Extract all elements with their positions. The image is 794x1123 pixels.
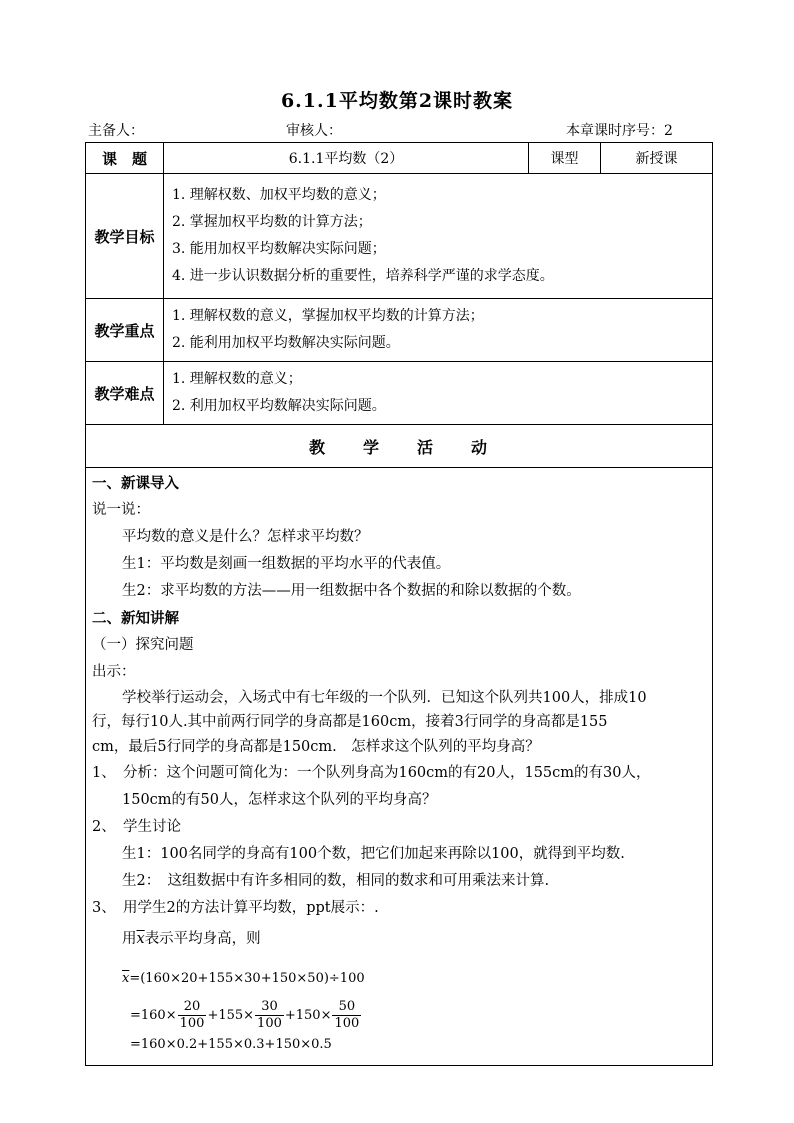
difficulty-item: 1. 理解权数的意义； bbox=[172, 371, 302, 387]
show-label: 出示： bbox=[92, 664, 136, 680]
activity-body bbox=[86, 468, 713, 1066]
numerator: 50 bbox=[332, 999, 361, 1016]
keypoints-label: 教学重点 bbox=[86, 299, 164, 362]
discussion-answer-1: 生1：100名同学的身高有100个数，把它们加起来再除以100，就得到平均数. bbox=[122, 846, 625, 862]
x-bar-symbol: $\overline{x}$ bbox=[136, 931, 145, 947]
question-text: 平均数的意义是什么？怎样求平均数？ bbox=[122, 529, 369, 545]
student-answer-2: 生2：求平均数的方法——用一组数据中各个数据的和除以数据的个数。 bbox=[122, 583, 581, 599]
method-line: 3、 用学生2的方法计算平均数，ppt展示：. bbox=[92, 900, 379, 916]
x-bar-symbol: $\overline{x}$ bbox=[122, 971, 130, 986]
lesson-number-value: 2 bbox=[664, 123, 673, 139]
difficulties-list bbox=[164, 362, 713, 425]
formula-2-part-c: +150× bbox=[284, 1008, 332, 1023]
student-answer-1: 生1：平均数是刻画一组数据的平均水平的代表值。 bbox=[122, 556, 451, 572]
lesson-number-label: 本章课时序号： bbox=[566, 123, 664, 139]
goal-item: 2. 掌握加权平均数的计算方法； bbox=[172, 214, 372, 230]
analysis-line-2: 150cm的有50人，怎样求这个队列的平均身高？ bbox=[122, 792, 437, 808]
difficulty-item: 2. 利用加权平均数解决实际问题。 bbox=[172, 398, 386, 414]
type-value: 新授课 bbox=[601, 143, 713, 174]
lesson-plan-table bbox=[85, 142, 713, 1066]
goal-item: 3. 能用加权平均数解决实际问题； bbox=[172, 241, 386, 257]
goal-item: 4. 进一步认识数据分析的重要性，培养科学严谨的求学态度。 bbox=[172, 268, 554, 284]
formula-line-3: =160×0.2+155×0.3+150×0.5 bbox=[130, 1037, 332, 1052]
use-post: 表示平均身高，则 bbox=[144, 931, 261, 947]
keypoint-item: 1. 理解权数的意义，掌握加权平均数的计算方法； bbox=[172, 308, 484, 324]
fraction-30-100 bbox=[255, 999, 284, 1032]
header-meta bbox=[88, 120, 708, 140]
keypoints-list bbox=[164, 299, 713, 362]
fraction-20-100 bbox=[178, 999, 207, 1032]
reviewer-label: 审核人： bbox=[286, 123, 342, 139]
keypoint-item: 2. 能利用加权平均数解决实际问题。 bbox=[172, 335, 400, 351]
subsection-title: （一）探究问题 bbox=[92, 637, 194, 653]
difficulties-label: 教学难点 bbox=[86, 362, 164, 425]
fraction-50-100 bbox=[332, 999, 361, 1032]
say-label: 说一说： bbox=[92, 502, 150, 518]
section-new-knowledge-title: 二、新知讲解 bbox=[92, 610, 179, 627]
denominator: 100 bbox=[257, 1016, 282, 1031]
denominator: 100 bbox=[334, 1016, 360, 1031]
discussion-title: 2、 学生讨论 bbox=[92, 819, 181, 835]
formula-2-part-a: =160× bbox=[130, 1008, 177, 1023]
formula-line-2 bbox=[92, 998, 708, 1034]
formula-line-1 bbox=[92, 965, 708, 992]
numerator: 20 bbox=[178, 999, 207, 1016]
denominator: 100 bbox=[179, 1016, 205, 1031]
preparer-label: 主备人： bbox=[88, 123, 144, 139]
use-line bbox=[92, 926, 708, 953]
formula-2-part-b: +155× bbox=[207, 1008, 255, 1023]
numerator: 30 bbox=[255, 999, 284, 1016]
goals-label: 教学目标 bbox=[86, 174, 164, 299]
analysis-line-1: 1、 分析：这个问题可简化为：一个队列身高为160cm的有20人，155cm的有30人， bbox=[92, 765, 651, 781]
goal-item: 1. 理解权数、加权平均数的意义； bbox=[172, 187, 386, 203]
problem-line-3: cm，最后5行同学的身高都是150cm. 怎样求这个队列的平均身高？ bbox=[92, 739, 540, 755]
problem-line-1: 学校举行运动会，入场式中有七年级的一个队列．已知这个队列共100人，排成10 bbox=[122, 690, 647, 706]
type-label: 课型 bbox=[529, 143, 601, 174]
formula-1: =(160×20+155×30+150×50)÷100 bbox=[129, 971, 365, 986]
discussion-answer-2: 生2： 这组数据中有许多相同的数，相同的数求和可用乘法来计算. bbox=[122, 873, 550, 889]
topic-label: 课 题 bbox=[86, 143, 164, 174]
goals-list bbox=[164, 174, 713, 299]
document-title: 6.1.1平均数第2课时教案 bbox=[280, 90, 514, 112]
section-intro-title: 一、新课导入 bbox=[92, 475, 179, 492]
activity-header: 教 学 活 动 bbox=[86, 425, 713, 468]
topic-value: 6.1.1平均数（2） bbox=[164, 143, 529, 174]
lesson-number bbox=[566, 120, 673, 140]
problem-line-2: 行，每行10人.其中前两行同学的身高都是160cm，接着3行同学的身高都是155 bbox=[92, 714, 608, 730]
use-pre: 用 bbox=[122, 931, 137, 947]
